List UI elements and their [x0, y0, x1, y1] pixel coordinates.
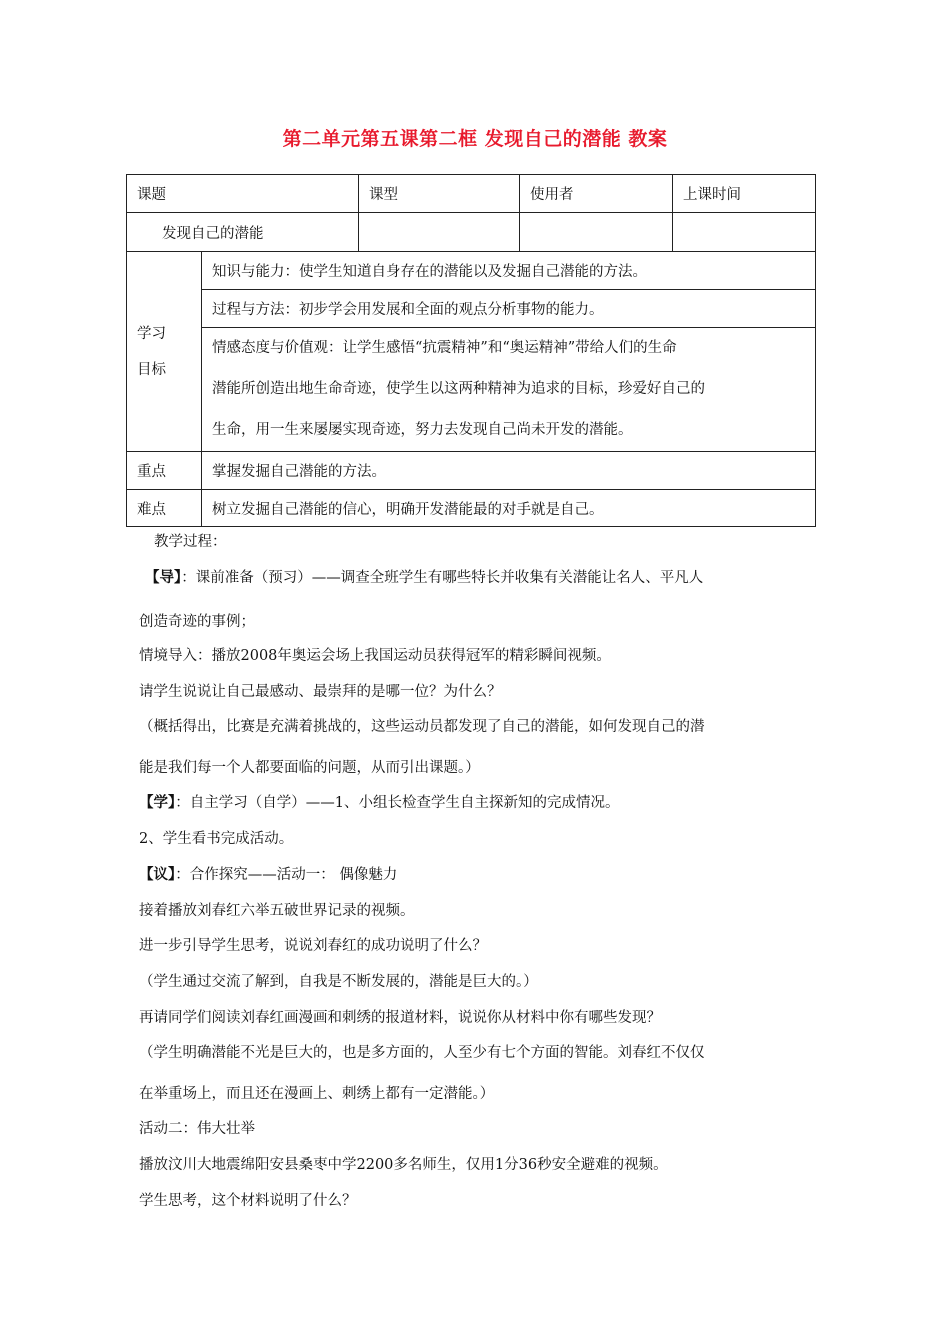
- learn-item-2: 2、学生看书完成活动。: [139, 831, 294, 847]
- goal-method-row: [127, 290, 816, 328]
- learn-text: ：自主学习（自学）——1、小组长检查学生自主探新知的完成情况。: [175, 795, 620, 811]
- difficult-point-row: [127, 490, 816, 527]
- guide-paragraph-line2: 创造奇迹的事例；: [139, 614, 255, 630]
- difficult-point-value: 树立发掘自己潜能的信心，明确开发潜能最的对手就是自己。: [202, 490, 816, 527]
- read-material-line: 再请同学们阅读刘春红画漫画和刺绣的报道材料，说说你从材料中你有哪些发现？: [139, 1010, 661, 1026]
- exchange-line: （学生通过交流了解到，自我是不断发展的，潜能是巨大的。）: [139, 974, 538, 990]
- discuss-line: [139, 863, 397, 884]
- goal-knowledge: 知识与能力：使学生知道自身存在的潜能以及发掘自己潜能的方法。: [202, 252, 816, 290]
- ask-line: 请学生说说让自己最感动、最崇拜的是哪一位？为什么？: [139, 684, 502, 700]
- play-quake-line: 播放汶川大地震绵阳安县桑枣中学2200多名师生，仅用1分36秒安全避难的视频。: [139, 1157, 668, 1173]
- lesson-info-table: [126, 174, 816, 527]
- discuss-text: ：合作探究——活动一： 偶像魅力: [175, 867, 398, 883]
- process-heading: 教学过程：: [154, 534, 227, 550]
- topic-value: 发现自己的潜能: [127, 213, 359, 252]
- difficult-point-label: 难点: [127, 490, 202, 527]
- learn-line: [139, 791, 619, 812]
- summary-line1: （概括得出，比赛是充满着挑战的，这些运动员都发现了自己的潜能，如何发现自己的潜: [139, 719, 705, 735]
- goals-label-line2: 目标: [137, 361, 166, 378]
- document-title: 第二单元第五课第二框 发现自己的潜能 教案: [282, 128, 668, 150]
- header-time: 上课时间: [673, 175, 816, 213]
- clarify-line2: 在举重场上，而且还在漫画上、刺绣上都有一定潜能。）: [139, 1086, 495, 1102]
- learn-tag: 【学】: [139, 794, 176, 811]
- goal-emotion-line3: 生命，用一生来屡屡实现奇迹，努力去发现自己尚未开发的潜能。: [212, 422, 633, 438]
- guide-text: ：课前准备（预习）——调查全班学生有哪些特长并收集有关潜能让名人、平凡人: [181, 570, 704, 586]
- table-value-row: [127, 213, 816, 252]
- header-topic: 课题: [127, 175, 359, 213]
- user-value: [520, 213, 673, 252]
- goals-label-line1: 学习: [137, 325, 166, 342]
- intro-line: 情境导入：播放2008年奥运会场上我国运动员获得冠军的精彩瞬间视频。: [139, 648, 611, 664]
- goal-emotion-line1: 情感态度与价值观：让学生感悟“抗震精神”和“奥运精神”带给人们的生命: [212, 340, 677, 356]
- goal-method: 过程与方法：初步学会用发展和全面的观点分析事物的能力。: [202, 290, 816, 328]
- type-value: [359, 213, 520, 252]
- key-point-value: 掌握发掘自己潜能的方法。: [202, 452, 816, 490]
- guide-think-line: 进一步引导学生思考，说说刘春红的成功说明了什么？: [139, 938, 487, 954]
- goals-label: [127, 252, 202, 452]
- guide-tag: 【导】: [145, 569, 182, 586]
- goal-emotion-row: [127, 328, 816, 452]
- key-point-label: 重点: [127, 452, 202, 490]
- discuss-tag: 【议】: [139, 866, 176, 883]
- think-final-line: 学生思考，这个材料说明了什么？: [139, 1193, 357, 1209]
- clarify-line1: （学生明确潜能不光是巨大的，也是多方面的，人至少有七个方面的智能。刘春红不仅仅: [139, 1045, 705, 1061]
- header-user: 使用者: [520, 175, 673, 213]
- activity2-line: 活动二：伟大壮举: [139, 1121, 255, 1137]
- goal-emotion-line2: 潜能所创造出地生命奇迹，使学生以这两种精神为追求的目标，珍爱好自己的: [212, 381, 705, 397]
- header-type: 课型: [359, 175, 520, 213]
- key-point-row: [127, 452, 816, 490]
- guide-paragraph-line1: [145, 566, 703, 587]
- table-header-row: [127, 175, 816, 213]
- summary-line2: 能是我们每一个人都要面临的问题，从而引出课题。）: [139, 760, 480, 776]
- goal-knowledge-row: [127, 252, 816, 290]
- play-liu-line: 接着播放刘春红六举五破世界记录的视频。: [139, 903, 415, 919]
- time-value: [673, 213, 816, 252]
- goal-emotion: [202, 328, 816, 452]
